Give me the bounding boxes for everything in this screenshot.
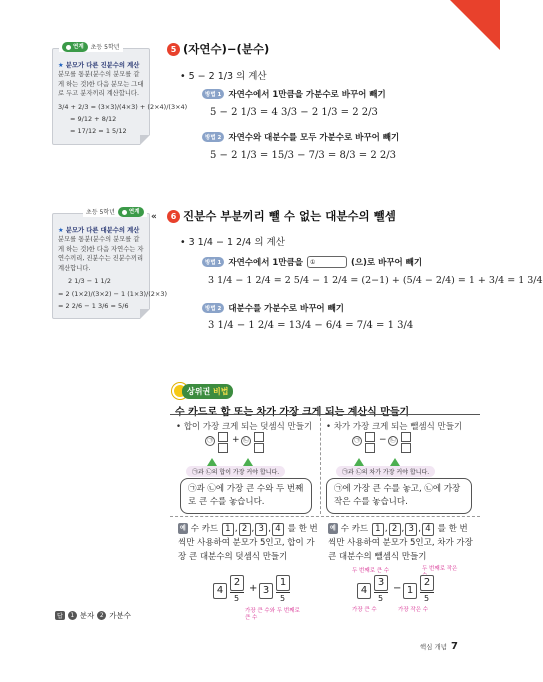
number-card: 3 (405, 523, 417, 536)
example-text: 를 한 번 씩만 사용하여 분모가 5인고, 합이 가장 큰 대분수의 덧셈식 만들기 (178, 524, 318, 563)
answer-text: 가분수 (109, 611, 132, 620)
denominator-box (401, 443, 411, 453)
method-tag: 방법 2 (202, 303, 224, 313)
badge-label: 연계 (128, 208, 140, 215)
sec5-calc-2: 5 − 2 1/3 = 15/3 − 7/3 = 8/3 = 2 2/3 (210, 150, 396, 161)
numerator-card: 2 (420, 575, 434, 591)
section-5-title (167, 41, 269, 57)
answer-label: 답 (57, 613, 63, 620)
up-triangle-icon (243, 458, 253, 466)
tag-a: 상위권 (187, 386, 211, 396)
sec5-method-1 (202, 88, 386, 100)
sidebox-title-text: 분모가 다른 대분수의 계산 (65, 227, 140, 234)
sidebox-mixed-fraction (52, 208, 168, 319)
formula-line: = 2 (1×2)/(3×2) − 1 (1×3)/(2×3) (58, 289, 168, 298)
sec5-calc-1: 5 − 2 1/3 = 4 3/3 − 2 1/3 = 2 2/3 (210, 107, 378, 118)
right-example: 예 수 카드 1 , 2 , 3 , 4 를 한 번 씩만 사용하여 분모가 5인고, 차가 가장 큰 대분수의 뺄셈식 만들기 (328, 524, 473, 563)
link-badge (118, 207, 144, 217)
star-icon: ★ (58, 62, 64, 69)
sec6-method-1 (202, 256, 422, 268)
plus-sign: + (249, 583, 258, 594)
sidebox-proper-fraction (52, 43, 188, 145)
fraction-bar (374, 592, 388, 593)
answer-key (55, 610, 131, 621)
page-fold (140, 135, 150, 145)
circle-label: ㉡ (242, 437, 249, 444)
section-6-bullet: • 3 1/4 − 1 2/4 의 계산 (180, 237, 285, 248)
whole-card: 3 (259, 583, 273, 599)
left-pill: ㉠과 ㉡의 합이 가장 커야 합니다. (186, 466, 285, 477)
left-example: 예 수 카드 1 , 2 , 3 , 4 를 한 번 씩만 사용하여 분모가 5인고, 합이 가장 큰 대분수의 덧셈식 만들기 (178, 524, 318, 563)
link-arrow-icon: « (151, 212, 157, 222)
numerator-box (401, 432, 411, 442)
numerator-card: 1 (276, 575, 290, 591)
right-column-head: • 차가 가장 크게 되는 뺄셈식 만들기 (326, 422, 463, 432)
formula-line: = 2 2/6 − 1 3/6 = 5/6 (58, 301, 129, 310)
right-note: 가장 큰 수 (352, 607, 377, 613)
secret-title: 수 카드로 합 또는 차가 가장 크게 되는 계산식 만들기 (175, 407, 410, 418)
example-tag: 예 (178, 523, 188, 535)
section-5-bullet: • 5 − 2 1/3 의 계산 (180, 71, 267, 82)
number-card: 4 (272, 523, 284, 536)
example-text: 를 한 번 씩만 사용하여 분모가 5인고, 차가 가장 큰 대분수의 뺄셈식 만들기 (328, 524, 473, 563)
number-card: 2 (239, 523, 251, 536)
numerator-card: 3 (374, 575, 388, 591)
vertical-divider (320, 418, 321, 514)
formula-line: 3/4 + 2/3 = (3×3)/(4×3) + (2×4)/(3×4) (58, 102, 188, 111)
right-note: 두 번째로 큰 수 (352, 568, 390, 574)
section-number: 6 (167, 210, 180, 223)
grade-label: 초등 5학년 (86, 208, 115, 216)
fraction-bar (230, 592, 244, 593)
link-badge (62, 42, 88, 52)
numerator-box (218, 432, 228, 442)
method-text: 자연수에서 1만큼을 가분수로 바꾸어 빼기 (228, 90, 386, 100)
badge-label: 연계 (73, 43, 84, 50)
right-note: 두 번째로 작은 (422, 566, 458, 572)
dashed-divider (170, 516, 480, 517)
number-card: 1 (372, 523, 384, 536)
method-tag: 방법 2 (202, 132, 224, 142)
circle-label: ㉠ (353, 437, 360, 444)
example-text: 수 카드 (340, 524, 369, 534)
denominator-box (254, 443, 264, 453)
fraction-bar (420, 592, 434, 593)
number-card: 2 (389, 523, 401, 536)
whole-card: 1 (403, 583, 417, 599)
right-note: 가장 작은 수 (398, 607, 429, 613)
denominator: 5 (424, 594, 430, 603)
left-tip: ㉠과 ㉡에 가장 큰 수와 두 번째로 큰 수를 놓습니다. (180, 478, 312, 514)
page-fold (140, 309, 150, 319)
denominator: 5 (378, 594, 384, 603)
whole-card: 4 (357, 583, 371, 599)
sidebox-title (58, 226, 144, 235)
right-tip: ㉠에 가장 큰 수를 놓고, ㉡에 가장 작은 수를 놓습니다. (326, 478, 472, 514)
section-title-text: 진분수 부분끼리 뺄 수 없는 대분수의 뺄셈 (183, 209, 396, 223)
sec6-calc-2: 3 1/4 − 1 2/4 = 13/4 − 6/4 = 7/4 = 1 3/4 (208, 320, 414, 331)
answer-number: 1 (68, 611, 77, 620)
sidebox-formula (58, 101, 188, 138)
fraction-bar (276, 592, 290, 593)
number-card: 3 (255, 523, 267, 536)
method-tag: 방법 1 (202, 257, 224, 267)
method-text: (으)로 바꾸어 빼기 (350, 258, 423, 268)
up-triangle-icon (390, 458, 400, 466)
denominator: 5 (280, 594, 286, 603)
link-icon (122, 210, 127, 215)
denominator: 5 (234, 594, 240, 603)
corner-tab (450, 0, 500, 50)
blank-number: ① (309, 259, 316, 266)
formula-line: = 17/12 = 1 5/12 (70, 127, 127, 136)
sec6-method-2 (202, 302, 344, 314)
method-text: 자연수에서 1만큼을 (228, 258, 303, 268)
answer-number: 2 (97, 611, 106, 620)
secret-tag-label (182, 384, 233, 399)
section-number: 5 (167, 43, 180, 56)
minus-sign: − (379, 435, 387, 445)
minus-sign: − (393, 583, 402, 594)
answer-text: 분자 (79, 611, 95, 620)
circle-label: ㉠ (206, 437, 213, 444)
formula-line: 2 1/3 − 1 1/2 (68, 277, 111, 286)
tag-b: 비법 (212, 386, 229, 396)
example-text: 수 카드 (190, 524, 219, 534)
section-6-title (167, 208, 396, 224)
star-icon: ★ (58, 227, 64, 234)
sidebox-body: 분모를 통분(분수의 분모를 같게 하는 것)한 다음 자연수는 자연수끼리, 진분수는 진분수끼리 계산합니다. (58, 236, 144, 272)
numerator-box (365, 432, 375, 442)
link-icon (66, 45, 71, 50)
sidebox-title (58, 61, 144, 70)
circle-label: ㉡ (389, 437, 396, 444)
right-pill: ㉠과 ㉡의 차가 가장 커야 합니다. (336, 466, 435, 477)
method-tag: 방법 1 (202, 89, 224, 99)
divider (170, 414, 480, 415)
up-triangle-icon (354, 458, 364, 466)
whole-card: 4 (213, 583, 227, 599)
answer-blank[interactable] (307, 256, 347, 268)
numerator-card: 2 (230, 575, 244, 591)
denominator-box (365, 443, 375, 453)
numerator-box (254, 432, 264, 442)
footer-label: 핵심 개념 (419, 643, 448, 651)
formula-line: = 9/12 + 8/12 (70, 115, 117, 124)
left-note: 가장 큰 수와 두 번째로 큰 수 (245, 608, 300, 622)
section-title-text: (자연수)−(분수) (183, 42, 270, 56)
grade-label: 초등 5학년 (90, 43, 120, 51)
left-column-head: • 합이 가장 크게 되는 덧셈식 만들기 (176, 422, 313, 432)
denominator-box (218, 443, 228, 453)
sidebox-header (83, 207, 147, 217)
sidebox-title-text: 분모가 다른 진분수의 계산 (65, 62, 140, 69)
example-tag: 예 (328, 523, 338, 535)
sidebox-body: 분모를 통분(분수의 분모를 같게 하는 것)한 다음 분모는 그대로 두고 분자끼리 계산합니다. (58, 71, 144, 98)
page-number: 7 (451, 641, 458, 652)
plus-sign: + (232, 435, 240, 445)
number-card: 1 (222, 523, 234, 536)
page-footer (420, 641, 458, 652)
number-card: 4 (422, 523, 434, 536)
method-text: 자연수와 대분수를 모두 가분수로 바꾸어 빼기 (228, 133, 400, 143)
sec5-method-2 (202, 131, 399, 143)
method-text: 대분수를 가분수로 바꾸어 빼기 (228, 304, 344, 314)
secret-tag (172, 383, 233, 399)
sidebox-formula (58, 275, 168, 312)
sidebox-header (59, 42, 123, 52)
up-triangle-icon (207, 458, 217, 466)
sec6-calc-1: 3 1/4 − 1 2/4 = 2 5/4 − 1 2/4 = (2−1) + (5/4 − 2/4) = 1 + 3/4 = 1 3/4 (208, 275, 543, 286)
